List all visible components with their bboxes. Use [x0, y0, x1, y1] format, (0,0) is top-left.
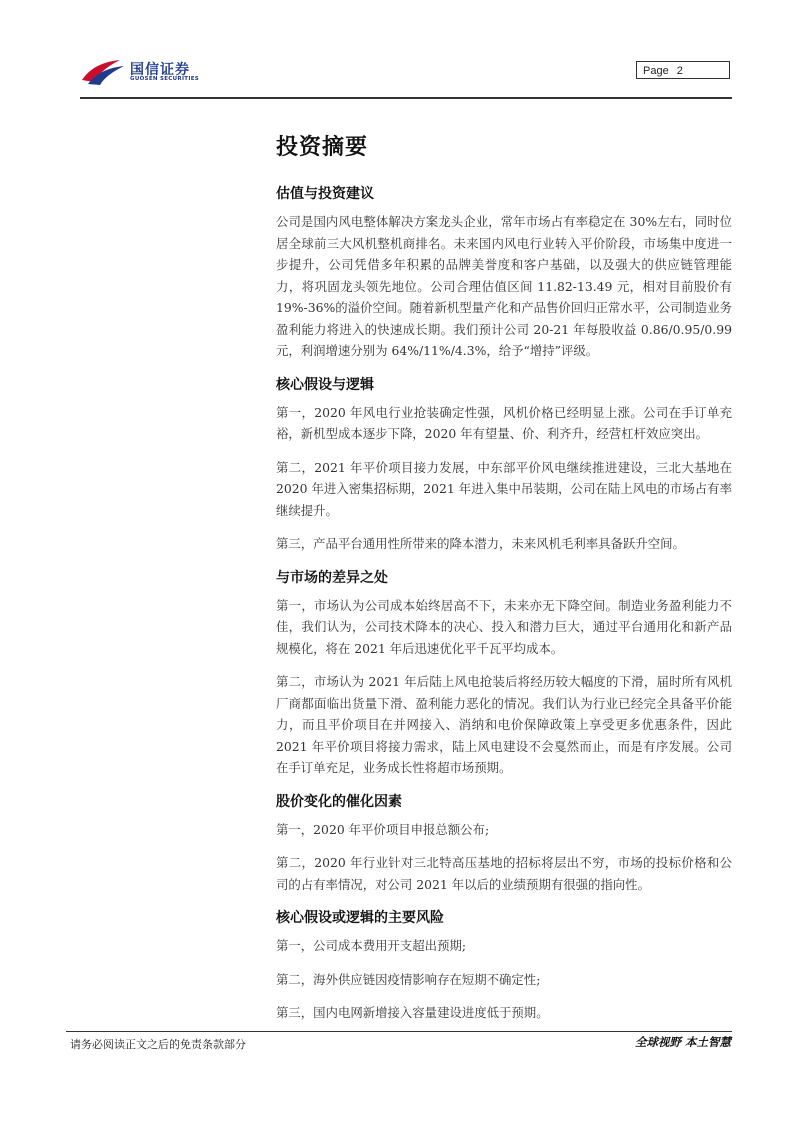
- section-risks: [276, 907, 732, 1024]
- footer-slogan: 全球视野 本土智慧: [634, 1035, 731, 1049]
- paragraph: 第三，国内电网新增接入容量建设进度低于预期。: [276, 1005, 549, 1020]
- disclaimer-note: 请务必阅读正文之后的免责条款部分: [70, 1038, 246, 1051]
- section-heading: 核心假设与逻辑: [276, 376, 374, 393]
- section-heading: 核心假设或逻辑的主要风险: [276, 910, 444, 926]
- main-content: [276, 130, 732, 1036]
- section-catalysts: [276, 791, 732, 896]
- paragraph: 第二，市场认为 2021 年后陆上风电抢装后将经历较大幅度的下滑，届时所有风机厂商都面临出货量下滑、盈利能力恶化的情况。我们认为行业已经完全具备平价能力，而且平价项目在并网接入、消纳和电价保障政策上享受更多优惠条件，因此 2021 年平价项目将接力需求，陆上风电建设不会戛然而止，而是有序发展。公司在手订单充足，业务成长性将超市场预期。: [276, 674, 732, 775]
- paragraph: 第一，2020 年风电行业抢装确定性强，风机价格已经明显上涨。公司在手订单充裕，新机型成本逐步下降，2020 年有望量、价、利齐升，经营杠杆效应突出。: [276, 404, 732, 441]
- page-indicator: [636, 61, 730, 79]
- paragraph: 第三，产品平台通用性所带来的降本潜力，未来风机毛利率具备跃升空间。: [276, 536, 685, 551]
- footer-divider: [66, 1031, 732, 1032]
- section-valuation: [276, 183, 732, 362]
- guosen-logo: [80, 56, 220, 88]
- page-number: 2: [676, 65, 683, 77]
- header-divider: [80, 97, 732, 99]
- logo-text-en: GUOSEN SECURITIES: [130, 76, 200, 82]
- section-market-difference: [276, 567, 732, 779]
- paragraph: 第一，公司成本费用开支超出预期;: [276, 938, 467, 953]
- page-label: Page: [643, 65, 669, 77]
- paragraph: 第二，海外供应链因疫情影响存在短期不确定性;: [276, 971, 541, 987]
- section-heading: 股价变化的催化因素: [276, 793, 402, 810]
- paragraph: 公司是国内风电整体解决方案龙头企业，常年市场占有率稳定在 30%左右，同时位居全球前三大风机整机商排名。未来国内风电行业转入平价阶段，市场集中度进一步提升，公司凭借多年积累的品牌美誉度和客户基础，以及强大的供应链管理能力，将巩固龙头领先地位。公司合理估值区间 11.82-13.49 元，相对目前股价有 19%-36%的溢价空间。随着新机型量产化和产品售价回归正常水平，公司制造业务盈利能力将进入的快速成长期。我们预计公司 20-21 年每股收益 0.86/0.95/0.99 元，利润增速分别为 64%/11%/4.3%，给予“增持”评级。: [276, 214, 732, 358]
- page-title: 投资摘要: [276, 134, 369, 160]
- section-core-assumptions: [276, 374, 732, 555]
- section-heading: 估值与投资建议: [276, 186, 374, 202]
- logo-text-cn: 国信证券: [130, 62, 190, 78]
- paragraph: 第一，2020 年平价项目申报总额公布;: [276, 821, 490, 837]
- paragraph: 第二，2021 年平价项目接力发展，中东部平价风电继续推进建设，三北大基地在 2020 年进入密集招标期，2021 年进入集中吊装期，公司在陆上风电的市场占有率继续提升。: [276, 459, 732, 518]
- paragraph: 第一，市场认为公司成本始终居高不下，未来亦无下降空间。制造业务盈利能力不佳，我们认为，公司技术降本的决心、投入和潜力巨大，通过平台通用化和新产品规模化，将在 2021 年后迅速优化平千瓦平均成本。: [276, 597, 732, 656]
- page-header: [80, 56, 732, 102]
- guosen-logo-icon: [80, 58, 126, 86]
- section-heading: 与市场的差异之处: [276, 569, 388, 586]
- paragraph: 第二，2020 年行业针对三北特高压基地的招标将层出不穷，市场的投标价格和公司的占有率情况，对公司 2021 年以后的业绩预期有很强的指向性。: [276, 855, 732, 892]
